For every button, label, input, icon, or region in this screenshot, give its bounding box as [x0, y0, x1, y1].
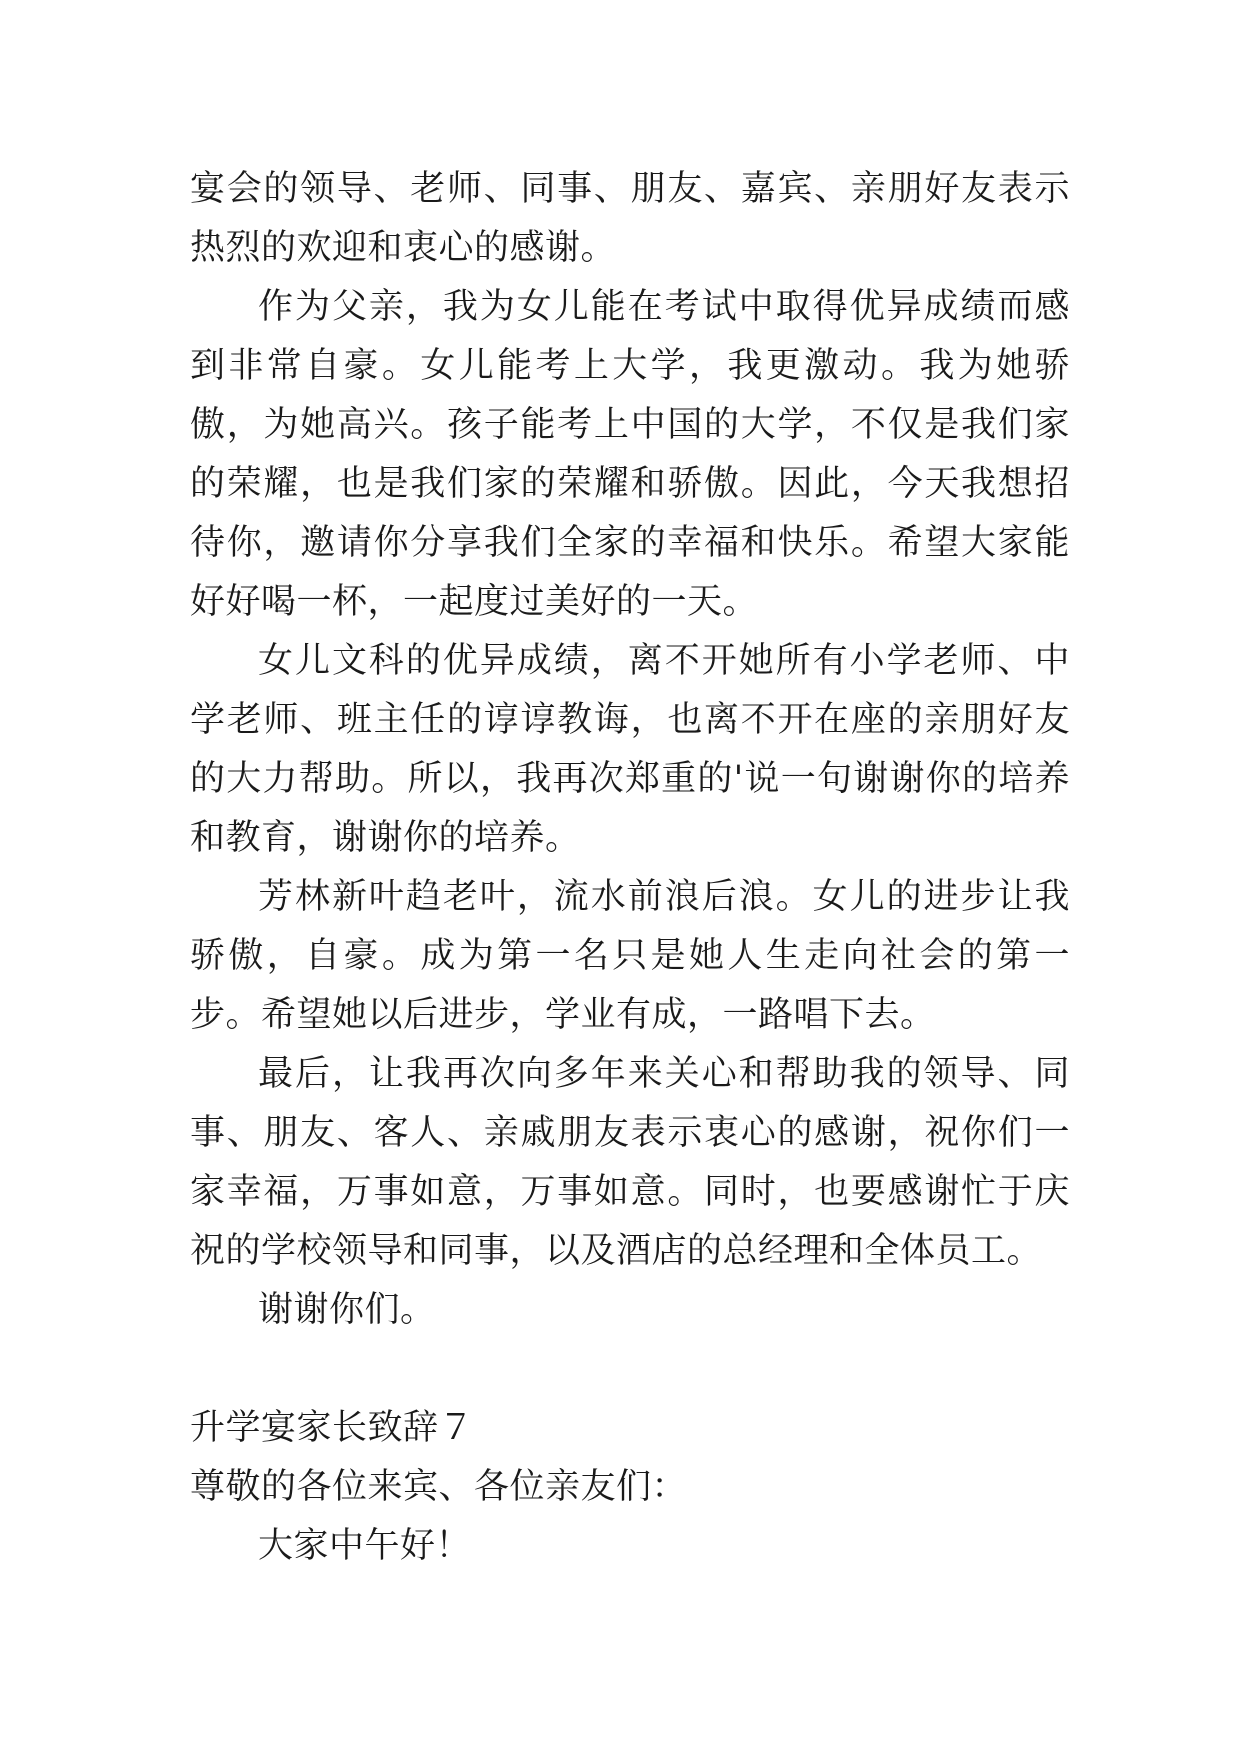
paragraph-final-thanks: 最后，让我再次向多年来关心和帮助我的领导、同事、朋友、客人、亲戚朋友表示衷心的感谢，祝你们一家幸福，万事如意，万事如意。同时，也要感谢忙于庆祝的学校领导和同事，以及酒店的总经理和全体员工。 [190, 1054, 1070, 1271]
paragraph-welcome-continuation: 宴会的领导、老师、同事、朋友、嘉宾、亲朋好友表示热烈的欢迎和衷心的感谢。 [190, 169, 1070, 268]
section-title: 升学宴家长致辞７ [190, 1408, 475, 1448]
paragraph-thanks-teachers: 女儿文科的优异成绩，离不开她所有小学老师、中学老师、班主任的谆谆教诲，也离不开在座的亲朋好友的大力帮助。所以，我再次郑重的'说一句谢谢你的培养和教育，谢谢你的培养。 [190, 641, 1070, 858]
paragraph-thank-you: 谢谢你们。 [258, 1290, 436, 1330]
section-spacer [190, 1340, 1070, 1399]
document-body [190, 160, 1070, 1576]
greeting: 大家中午好！ [258, 1526, 472, 1566]
paragraph-father-pride: 作为父亲，我为女儿能在考试中取得优异成绩而感到非常自豪。女儿能考上大学，我更激动。我为她骄傲，为她高兴。孩子能考上中国的大学，不仅是我们家的荣耀，也是我们家的荣耀和骄傲。因此，今天我想招待你，邀请你分享我们全家的幸福和快乐。希望大家能好好喝一杯，一起度过美好的一天。 [190, 287, 1070, 622]
salutation: 尊敬的各位来宾、各位亲友们： [190, 1467, 688, 1507]
paragraph-progress: 芳林新叶趋老叶，流水前浪后浪。女儿的进步让我骄傲，自豪。成为第一名只是她人生走向社会的第一步。希望她以后进步，学业有成，一路唱下去。 [190, 877, 1070, 1035]
